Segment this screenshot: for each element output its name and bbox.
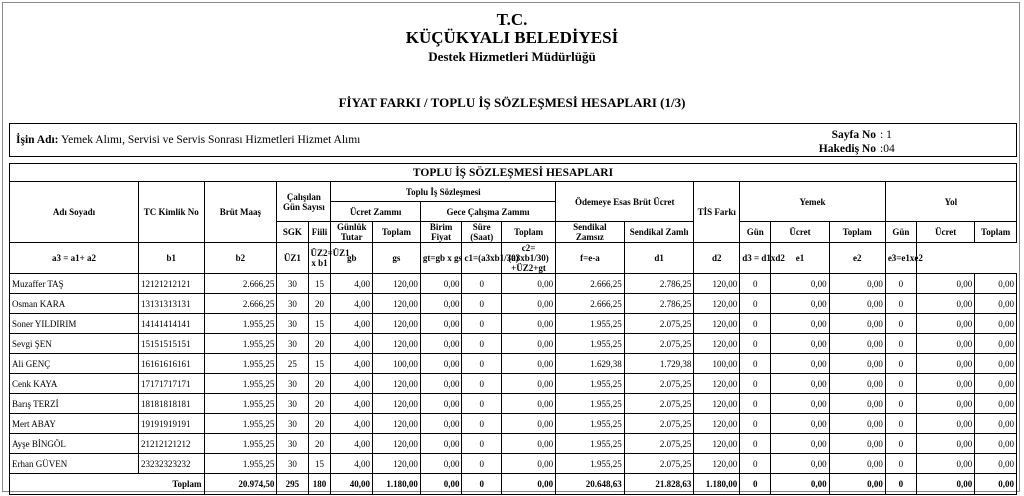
cell-sgk: 25 bbox=[277, 354, 308, 374]
cell-union-no-raise: 2.666,25 bbox=[556, 274, 625, 294]
cell-road-day: 0 bbox=[885, 354, 916, 374]
total-gross: 20.974,50 bbox=[204, 474, 277, 495]
col-actual: Fiili bbox=[308, 222, 331, 243]
total-row bbox=[10, 474, 1017, 495]
cell-gross: 1.955,25 bbox=[204, 334, 277, 354]
cell-daily-amount: 4,00 bbox=[331, 274, 373, 294]
cell-unit-price: 0,00 bbox=[420, 354, 462, 374]
job-info-box bbox=[9, 123, 1017, 157]
cell-meal-fee: 0,00 bbox=[771, 434, 829, 454]
cell-sgk: 30 bbox=[277, 294, 308, 314]
total-meal-total: 0,00 bbox=[829, 474, 885, 495]
cell-raise-total: 120,00 bbox=[373, 294, 421, 314]
cell-name: Muzaffer TAŞ bbox=[10, 274, 139, 294]
table-row bbox=[10, 394, 1017, 414]
cell-road-total: 0,00 bbox=[975, 274, 1017, 294]
cell-actual: 20 bbox=[308, 434, 331, 454]
job-label: İşin Adı: bbox=[16, 134, 59, 146]
cell-meal-fee: 0,00 bbox=[771, 354, 829, 374]
col-meal: Yemek bbox=[740, 182, 886, 222]
cell-road-fee: 0,00 bbox=[917, 334, 975, 354]
col-workdays: Çalışılan Gün Sayısı bbox=[277, 182, 331, 222]
cell-gross: 1.955,25 bbox=[204, 454, 277, 474]
cell-meal-fee: 0,00 bbox=[771, 414, 829, 434]
cell-road-fee: 0,00 bbox=[917, 394, 975, 414]
cell-actual: 20 bbox=[308, 294, 331, 314]
page-value: : 1 bbox=[880, 129, 892, 141]
cell-union-no-raise: 1.955,25 bbox=[556, 434, 625, 454]
col-tis-diff: TİS Farkı bbox=[694, 182, 740, 243]
progress-value: :04 bbox=[880, 143, 895, 155]
cell-night-total: 0,00 bbox=[501, 434, 555, 454]
cell-raise-total: 120,00 bbox=[373, 394, 421, 414]
formula-c1: c1=(a3xb1/30) bbox=[462, 243, 502, 274]
job-name bbox=[16, 134, 360, 146]
total-meal-day: 0 bbox=[740, 474, 771, 495]
col-unit-price: Birim Fiyat bbox=[420, 222, 462, 243]
header-institution: KÜÇÜKYALI BELEDİYESİ bbox=[405, 28, 619, 47]
cell-meal-fee: 0,00 bbox=[771, 334, 829, 354]
cell-unit-price: 0,00 bbox=[420, 274, 462, 294]
cell-tis-diff: 120,00 bbox=[694, 434, 740, 454]
table-row bbox=[10, 434, 1017, 454]
total-meal-fee: 0,00 bbox=[771, 474, 829, 495]
cell-meal-total: 0,00 bbox=[829, 294, 885, 314]
total-road-total: 0,00 bbox=[975, 474, 1017, 495]
total-label: Toplam bbox=[10, 474, 205, 495]
cell-meal-fee: 0,00 bbox=[771, 314, 829, 334]
cell-road-total: 0,00 bbox=[975, 334, 1017, 354]
col-meal-total: Toplam bbox=[829, 222, 885, 243]
cell-daily-amount: 4,00 bbox=[331, 314, 373, 334]
cell-road-fee: 0,00 bbox=[917, 294, 975, 314]
cell-tc: 13131313131 bbox=[138, 294, 204, 314]
cell-actual: 15 bbox=[308, 454, 331, 474]
cell-raise-total: 100,00 bbox=[373, 354, 421, 374]
cell-union-no-raise: 1.955,25 bbox=[556, 454, 625, 474]
cell-night-total: 0,00 bbox=[501, 354, 555, 374]
cell-tc: 15151515151 bbox=[138, 334, 204, 354]
cell-duration: 0 bbox=[462, 414, 502, 434]
cell-meal-total: 0,00 bbox=[829, 354, 885, 374]
formula-gb: gb bbox=[331, 243, 373, 274]
cell-road-fee: 0,00 bbox=[917, 454, 975, 474]
cell-meal-day: 0 bbox=[740, 414, 771, 434]
table-row bbox=[10, 454, 1017, 474]
cell-daily-amount: 4,00 bbox=[331, 394, 373, 414]
cell-tis-diff: 120,00 bbox=[694, 294, 740, 314]
cell-raise-total: 120,00 bbox=[373, 274, 421, 294]
cell-road-total: 0,00 bbox=[975, 374, 1017, 394]
cell-union-raise: 2.075,25 bbox=[624, 414, 694, 434]
cell-union-no-raise: 2.666,25 bbox=[556, 294, 625, 314]
cell-raise-total: 120,00 bbox=[373, 454, 421, 474]
cell-union-raise: 2.075,25 bbox=[624, 434, 694, 454]
cell-name: Cenk KAYA bbox=[10, 374, 139, 394]
cell-road-fee: 0,00 bbox=[917, 374, 975, 394]
col-road-total: Toplam bbox=[975, 222, 1017, 243]
cell-tc: 23232323232 bbox=[138, 454, 204, 474]
cell-meal-day: 0 bbox=[740, 454, 771, 474]
cell-tc: 12121212121 bbox=[138, 274, 204, 294]
cell-actual: 20 bbox=[308, 334, 331, 354]
cell-gross: 2.666,25 bbox=[204, 294, 277, 314]
table-row bbox=[10, 374, 1017, 394]
cell-sgk: 30 bbox=[277, 274, 308, 294]
cell-road-total: 0,00 bbox=[975, 454, 1017, 474]
cell-raise-total: 120,00 bbox=[373, 434, 421, 454]
col-union-no-raise: Sendikal Zamsız bbox=[556, 222, 625, 243]
total-night-total: 0,00 bbox=[501, 474, 555, 495]
total-actual: 180 bbox=[308, 474, 331, 495]
cell-raise-total: 120,00 bbox=[373, 374, 421, 394]
formula-d2: d2 bbox=[694, 243, 740, 274]
cell-union-no-raise: 1.955,25 bbox=[556, 394, 625, 414]
col-base-pay: Ödemeye Esas Brüt Ücret bbox=[556, 182, 694, 222]
cell-unit-price: 0,00 bbox=[420, 334, 462, 354]
report-frame bbox=[2, 2, 1020, 492]
cell-daily-amount: 4,00 bbox=[331, 414, 373, 434]
cell-unit-price: 0,00 bbox=[420, 374, 462, 394]
cell-actual: 20 bbox=[308, 414, 331, 434]
cell-gross: 1.955,25 bbox=[204, 434, 277, 454]
col-tc: TC Kimlik No bbox=[138, 182, 204, 243]
total-unit-price: 0,00 bbox=[420, 474, 462, 495]
tis-table bbox=[9, 163, 1017, 495]
formula-b2: b2 bbox=[204, 243, 277, 274]
total-daily-amount: 40,00 bbox=[331, 474, 373, 495]
cell-meal-day: 0 bbox=[740, 394, 771, 414]
cell-actual: 15 bbox=[308, 274, 331, 294]
cell-sgk: 30 bbox=[277, 334, 308, 354]
cell-meal-fee: 0,00 bbox=[771, 274, 829, 294]
table-row bbox=[10, 314, 1017, 334]
formula-uz1: ÜZ1 bbox=[277, 243, 308, 274]
cell-unit-price: 0,00 bbox=[420, 294, 462, 314]
cell-meal-total: 0,00 bbox=[829, 274, 885, 294]
page-label: Sayfa No bbox=[831, 129, 876, 141]
cell-night-total: 0,00 bbox=[501, 294, 555, 314]
cell-road-fee: 0,00 bbox=[917, 274, 975, 294]
cell-union-raise: 2.075,25 bbox=[624, 454, 694, 474]
col-gross: Brüt Maaş bbox=[204, 182, 277, 243]
cell-meal-total: 0,00 bbox=[829, 434, 885, 454]
cell-road-day: 0 bbox=[885, 334, 916, 354]
formula-e1: e1 bbox=[771, 243, 829, 274]
cell-actual: 15 bbox=[308, 314, 331, 334]
cell-daily-amount: 4,00 bbox=[331, 294, 373, 314]
cell-union-raise: 2.075,25 bbox=[624, 394, 694, 414]
formula-c2: c2=(a3xb1/30) +ÜZ2+gt bbox=[501, 243, 555, 274]
cell-daily-amount: 4,00 bbox=[331, 374, 373, 394]
cell-raise-total: 120,00 bbox=[373, 314, 421, 334]
cell-night-total: 0,00 bbox=[501, 454, 555, 474]
cell-gross: 1.955,25 bbox=[204, 354, 277, 374]
cell-name: Soner YILDIRIM bbox=[10, 314, 139, 334]
total-raise-total: 1.180,00 bbox=[373, 474, 421, 495]
formula-d3: d3 = d1xd2 bbox=[740, 243, 771, 274]
cell-duration: 0 bbox=[462, 354, 502, 374]
cell-meal-day: 0 bbox=[740, 274, 771, 294]
col-meal-fee: Ücret bbox=[771, 222, 829, 243]
header-line-1: T.C. bbox=[496, 10, 528, 29]
total-union-raise: 21.828,63 bbox=[624, 474, 694, 495]
cell-tis-diff: 120,00 bbox=[694, 374, 740, 394]
cell-duration: 0 bbox=[462, 274, 502, 294]
cell-duration: 0 bbox=[462, 374, 502, 394]
col-tis: Toplu İş Sözleşmesi bbox=[331, 182, 556, 202]
cell-meal-day: 0 bbox=[740, 314, 771, 334]
cell-night-total: 0,00 bbox=[501, 374, 555, 394]
total-road-fee: 0,00 bbox=[917, 474, 975, 495]
cell-night-total: 0,00 bbox=[501, 334, 555, 354]
cell-night-total: 0,00 bbox=[501, 274, 555, 294]
cell-road-total: 0,00 bbox=[975, 414, 1017, 434]
cell-meal-day: 0 bbox=[740, 334, 771, 354]
cell-union-raise: 2.075,25 bbox=[624, 314, 694, 334]
cell-unit-price: 0,00 bbox=[420, 454, 462, 474]
cell-unit-price: 0,00 bbox=[420, 394, 462, 414]
cell-raise-total: 120,00 bbox=[373, 334, 421, 354]
header-department: Destek Hizmetleri Müdürlüğü bbox=[428, 49, 596, 64]
table-row bbox=[10, 334, 1017, 354]
col-sgk: SGK bbox=[277, 222, 308, 243]
cell-tc: 17171717171 bbox=[138, 374, 204, 394]
formula-e3: e3=e1xe2 bbox=[885, 243, 916, 274]
table-row bbox=[10, 274, 1017, 294]
cell-road-total: 0,00 bbox=[975, 314, 1017, 334]
cell-tis-diff: 120,00 bbox=[694, 454, 740, 474]
page-info bbox=[816, 128, 926, 156]
formula-uz2: ÜZ2=ÜZ1 x b1 bbox=[308, 243, 331, 274]
cell-meal-total: 0,00 bbox=[829, 314, 885, 334]
formula-a3: a3 = a1+ a2 bbox=[10, 243, 139, 274]
cell-tc: 19191919191 bbox=[138, 414, 204, 434]
cell-road-day: 0 bbox=[885, 374, 916, 394]
col-duration: Süre (Saat) bbox=[462, 222, 502, 243]
cell-name: Ali GENÇ bbox=[10, 354, 139, 374]
total-sgk: 295 bbox=[277, 474, 308, 495]
cell-meal-total: 0,00 bbox=[829, 394, 885, 414]
total-tis-diff: 1.180,00 bbox=[694, 474, 740, 495]
cell-duration: 0 bbox=[462, 454, 502, 474]
cell-night-total: 0,00 bbox=[501, 394, 555, 414]
col-night-total: Toplam bbox=[501, 222, 555, 243]
cell-road-total: 0,00 bbox=[975, 394, 1017, 414]
cell-tis-diff: 120,00 bbox=[694, 274, 740, 294]
table-row bbox=[10, 354, 1017, 374]
cell-meal-total: 0,00 bbox=[829, 374, 885, 394]
cell-road-day: 0 bbox=[885, 314, 916, 334]
cell-daily-amount: 4,00 bbox=[331, 354, 373, 374]
cell-union-no-raise: 1.955,25 bbox=[556, 314, 625, 334]
cell-night-total: 0,00 bbox=[501, 314, 555, 334]
cell-road-total: 0,00 bbox=[975, 294, 1017, 314]
cell-gross: 1.955,25 bbox=[204, 374, 277, 394]
cell-unit-price: 0,00 bbox=[420, 414, 462, 434]
cell-daily-amount: 4,00 bbox=[331, 434, 373, 454]
cell-meal-day: 0 bbox=[740, 294, 771, 314]
cell-road-day: 0 bbox=[885, 454, 916, 474]
cell-union-no-raise: 1.955,25 bbox=[556, 414, 625, 434]
cell-name: Osman KARA bbox=[10, 294, 139, 314]
table-row bbox=[10, 294, 1017, 314]
cell-sgk: 30 bbox=[277, 314, 308, 334]
cell-meal-fee: 0,00 bbox=[771, 454, 829, 474]
cell-sgk: 30 bbox=[277, 374, 308, 394]
cell-name: Mert ABAY bbox=[10, 414, 139, 434]
cell-union-no-raise: 1.629,38 bbox=[556, 354, 625, 374]
cell-gross: 2.666,25 bbox=[204, 274, 277, 294]
col-union-raise: Sendikal Zamlı bbox=[624, 222, 694, 243]
cell-gross: 1.955,25 bbox=[204, 394, 277, 414]
formula-e2: e2 bbox=[829, 243, 885, 274]
cell-meal-total: 0,00 bbox=[829, 454, 885, 474]
cell-tc: 14141414141 bbox=[138, 314, 204, 334]
col-name: Adı Soyadı bbox=[10, 182, 139, 243]
cell-name: Erhan GÜVEN bbox=[10, 454, 139, 474]
cell-raise-total: 120,00 bbox=[373, 414, 421, 434]
cell-daily-amount: 4,00 bbox=[331, 454, 373, 474]
cell-duration: 0 bbox=[462, 294, 502, 314]
cell-road-fee: 0,00 bbox=[917, 434, 975, 454]
table-title: TOPLU İŞ SÖZLEŞMESİ HESAPLARI bbox=[10, 164, 1017, 182]
formula-b1: b1 bbox=[138, 243, 204, 274]
cell-road-day: 0 bbox=[885, 294, 916, 314]
cell-meal-day: 0 bbox=[740, 354, 771, 374]
formula-gs: gs bbox=[373, 243, 421, 274]
cell-gross: 1.955,25 bbox=[204, 414, 277, 434]
cell-meal-total: 0,00 bbox=[829, 414, 885, 434]
table-body bbox=[10, 274, 1017, 495]
cell-duration: 0 bbox=[462, 334, 502, 354]
col-wage-raise: Ücret Zammı bbox=[331, 202, 420, 222]
cell-meal-day: 0 bbox=[740, 434, 771, 454]
formula-gt: gt=gb x gs bbox=[420, 243, 462, 274]
cell-name: Barış TERZİ bbox=[10, 394, 139, 414]
col-daily-amount: Günlük Tutar bbox=[331, 222, 373, 243]
cell-actual: 20 bbox=[308, 374, 331, 394]
cell-duration: 0 bbox=[462, 434, 502, 454]
cell-road-day: 0 bbox=[885, 274, 916, 294]
col-night-raise: Gece Çalışma Zammı bbox=[420, 202, 555, 222]
cell-tis-diff: 120,00 bbox=[694, 414, 740, 434]
col-road: Yol bbox=[885, 182, 1016, 222]
formula-f: f=e-a bbox=[556, 243, 625, 274]
cell-tc: 21212121212 bbox=[138, 434, 204, 454]
cell-tis-diff: 100,00 bbox=[694, 354, 740, 374]
cell-daily-amount: 4,00 bbox=[331, 334, 373, 354]
cell-tis-diff: 120,00 bbox=[694, 394, 740, 414]
col-road-day: Gün bbox=[885, 222, 916, 243]
cell-name: Ayşe BİNGÖL bbox=[10, 434, 139, 454]
cell-union-no-raise: 1.955,25 bbox=[556, 334, 625, 354]
cell-sgk: 30 bbox=[277, 394, 308, 414]
cell-road-fee: 0,00 bbox=[917, 354, 975, 374]
cell-unit-price: 0,00 bbox=[420, 314, 462, 334]
cell-road-day: 0 bbox=[885, 394, 916, 414]
cell-union-raise: 2.075,25 bbox=[624, 334, 694, 354]
cell-union-raise: 1.729,38 bbox=[624, 354, 694, 374]
cell-sgk: 30 bbox=[277, 454, 308, 474]
total-union-no-raise: 20.648,63 bbox=[556, 474, 625, 495]
cell-name: Sevgi ŞEN bbox=[10, 334, 139, 354]
cell-road-day: 0 bbox=[885, 434, 916, 454]
cell-meal-fee: 0,00 bbox=[771, 374, 829, 394]
progress-label: Hakediş No bbox=[818, 143, 876, 155]
cell-road-fee: 0,00 bbox=[917, 314, 975, 334]
cell-duration: 0 bbox=[462, 394, 502, 414]
cell-sgk: 30 bbox=[277, 414, 308, 434]
cell-meal-day: 0 bbox=[740, 374, 771, 394]
cell-union-raise: 2.786,25 bbox=[624, 274, 694, 294]
report-title: FİYAT FARKI / TOPLU İŞ SÖZLEŞMESİ HESAPLARI (1/3) bbox=[338, 95, 686, 110]
cell-actual: 15 bbox=[308, 354, 331, 374]
col-road-fee: Ücret bbox=[917, 222, 975, 243]
cell-sgk: 30 bbox=[277, 434, 308, 454]
cell-duration: 0 bbox=[462, 314, 502, 334]
cell-tis-diff: 120,00 bbox=[694, 334, 740, 354]
cell-tc: 18181818181 bbox=[138, 394, 204, 414]
cell-meal-fee: 0,00 bbox=[771, 394, 829, 414]
table-row bbox=[10, 414, 1017, 434]
cell-meal-fee: 0,00 bbox=[771, 294, 829, 314]
cell-road-day: 0 bbox=[885, 414, 916, 434]
cell-road-total: 0,00 bbox=[975, 434, 1017, 454]
cell-tc: 16161616161 bbox=[138, 354, 204, 374]
cell-tis-diff: 120,00 bbox=[694, 314, 740, 334]
cell-unit-price: 0,00 bbox=[420, 434, 462, 454]
formula-d1: d1 bbox=[624, 243, 694, 274]
cell-gross: 1.955,25 bbox=[204, 314, 277, 334]
cell-night-total: 0,00 bbox=[501, 414, 555, 434]
cell-actual: 20 bbox=[308, 394, 331, 414]
job-value: Yemek Alımı, Servisi ve Servis Sonrası Hizmetleri Hizmet Alımı bbox=[60, 134, 361, 146]
cell-meal-total: 0,00 bbox=[829, 334, 885, 354]
cell-union-raise: 2.786,25 bbox=[624, 294, 694, 314]
cell-union-raise: 2.075,25 bbox=[624, 374, 694, 394]
cell-road-fee: 0,00 bbox=[917, 414, 975, 434]
cell-road-total: 0,00 bbox=[975, 354, 1017, 374]
total-duration: 0 bbox=[462, 474, 502, 495]
col-meal-day: Gün bbox=[740, 222, 771, 243]
col-raise-total: Toplam bbox=[373, 222, 421, 243]
total-road-day: 0 bbox=[885, 474, 916, 495]
cell-union-no-raise: 1.955,25 bbox=[556, 374, 625, 394]
